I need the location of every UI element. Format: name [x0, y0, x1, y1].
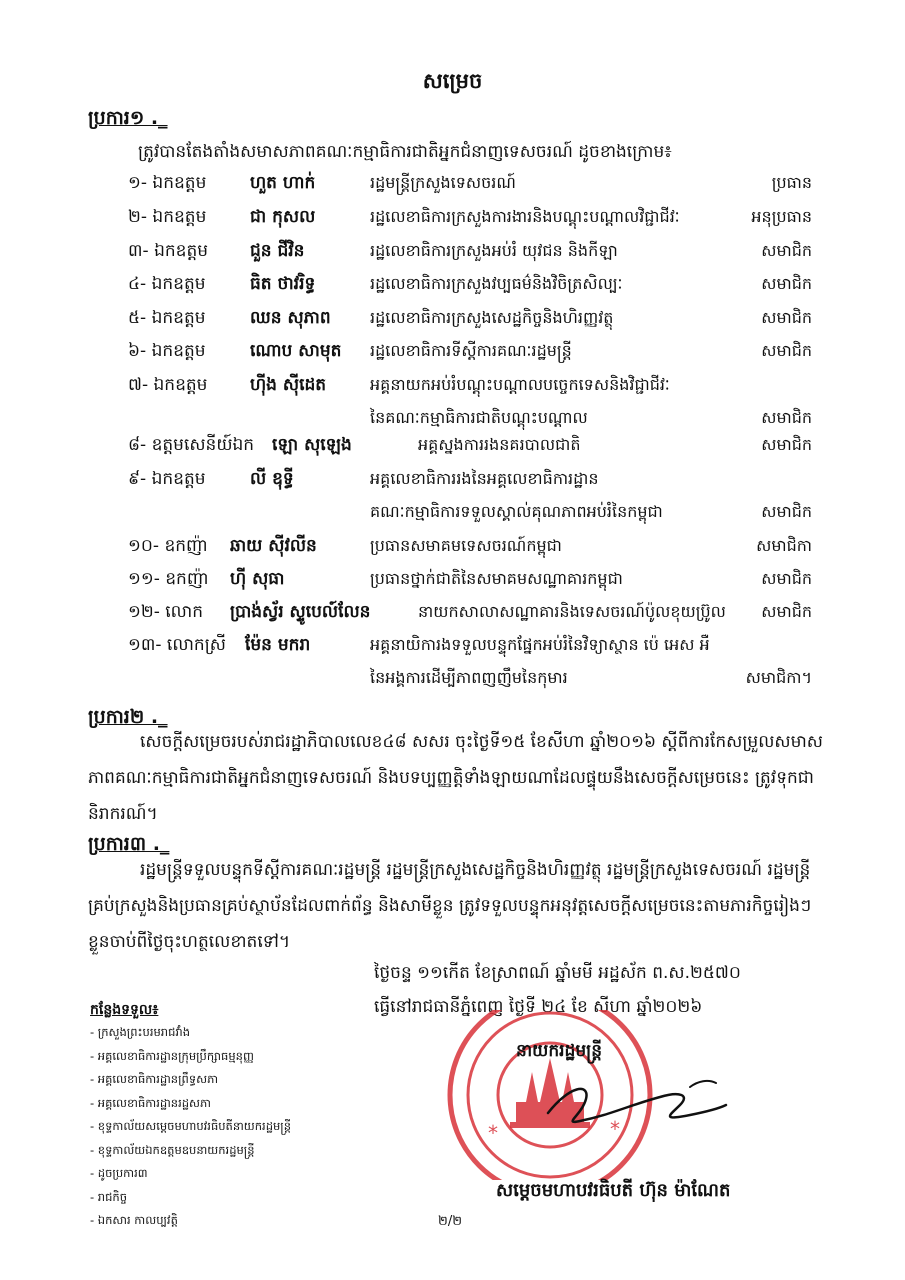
member-position: ប្រធានសមាគមទេសចរណ៍កម្ពុជា: [370, 536, 562, 555]
member-role: សមាជិក: [761, 308, 812, 327]
member-name: លី ឧុទ្ធី: [250, 469, 294, 489]
member-position: អគ្គនាយកអប់រំបណ្តុះបណ្តាលបច្ចេកទេសនិងវិជ្ជាជីវៈ: [370, 375, 670, 394]
recipient-item: - ខុទ្ទកាល័យឯកឧត្តមឧបនាយករដ្ឋមន្ត្រី: [90, 1142, 255, 1157]
signer-name: សម្តេចមហាបវរធិបតី ហ៊ុន ម៉ាណែត: [496, 1180, 731, 1201]
signature-title: នាយករដ្ឋមន្ត្រី: [516, 1041, 602, 1061]
member-number-title: ៣- ឯកឧត្តម: [128, 241, 209, 261]
member-role: សមាជិក: [761, 602, 812, 621]
recipient-item: - រាជកិច្ច: [90, 1189, 128, 1204]
member-number-title: ១១- ឧកញ៉ា: [128, 569, 209, 589]
member-role: សមាជិក: [761, 569, 812, 588]
recipient-item: - អគ្គលេខាធិការដ្ឋានព្រឹទ្ធសភា: [90, 1072, 219, 1086]
member-role: សមាជិក: [761, 435, 812, 454]
member-position: អគ្គលេខាធិការរងនៃអគ្គលេខាធិការដ្ឋាន: [370, 469, 599, 488]
member-position: នាយកសាលាសណ្ឋាគារនិងទេសចរណ៍ប៉ូលខុយប្រ៊ូល: [418, 602, 726, 621]
recipient-item: - ខុទ្ទកាល័យសម្តេចមហាបវរធិបតីនាយករដ្ឋមន្ត្រី: [90, 1119, 292, 1133]
member-position: គណៈកម្មាធិការទទួលស្គាល់គុណភាពអប់រំនៃកម្ពុជា: [370, 502, 663, 521]
member-role: សមាជិក: [761, 241, 812, 260]
member-name: ឆាយ ស៊ីវលីន: [230, 536, 317, 556]
member-position: អគ្គនាយិការងទទួលបន្ទុកផ្នែកអប់រំនៃវិទ្យាស្ថាន ប៉េ អេស អឺ: [370, 635, 710, 654]
member-name: ធិត ថាវរិទ្ធ: [250, 274, 316, 294]
member-number-title: ៦- ឯកឧត្តម: [128, 341, 206, 361]
member-number-title: ១២- លោក: [128, 602, 204, 622]
member-name: ឡោ សុឡេង: [272, 435, 352, 455]
recipient-item: - ដូចប្រការ៣: [90, 1166, 148, 1180]
recipient-item: - ក្រសួងព្រះបរមរាជវាំង: [90, 1025, 191, 1039]
member-position: រដ្ឋលេខាធិការក្រសួងសេដ្ឋកិច្ចនិងហិរញ្ញវត្ថុ: [370, 308, 614, 327]
member-number-title: ៥- ឯកឧត្តម: [128, 308, 206, 328]
member-name: ហ៊ីង ស៊ីដេត: [250, 375, 327, 395]
member-name: ហ៊ី សុធា: [230, 569, 285, 589]
date-solar: ធ្វើនៅរាជធានីភ្នំពេញ ថ្ងៃទី ២៤ ខែ សីហា ឆ្នាំ២០២៦: [374, 997, 703, 1017]
member-name: ហួត ហាក់: [250, 173, 316, 193]
member-number-title: ៤- ឯកឧត្តម: [128, 274, 206, 294]
member-position: រដ្ឋលេខាធិការទីស្តីការគណៈរដ្ឋមន្ត្រី: [370, 341, 572, 360]
article-3-heading: ប្រការ៣ ._: [88, 833, 170, 855]
recipient-item: - អគ្គលេខាធិការដ្ឋានក្រុមប្រឹក្សាធម្មនុញ្ញ: [90, 1048, 254, 1063]
member-number-title: ១០- ឧកញ៉ា: [128, 536, 208, 556]
member-position: ប្រធានថ្នាក់ជាតិនៃសមាគមសណ្ឋាគារកម្ពុជា: [370, 569, 623, 588]
member-name: ណោប សាមុត: [250, 341, 342, 361]
member-name: ជួន ជីវិន: [250, 241, 305, 261]
member-number-title: ២- ឯកឧត្តម: [128, 207, 207, 227]
member-position: នៃគណៈកម្មាធិការជាតិបណ្តុះបណ្តាល: [370, 408, 588, 427]
page-number: ២/២: [438, 1214, 463, 1229]
member-position: រដ្ឋលេខាធិការក្រសួងការងារនិងបណ្តុះបណ្តាលវិជ្ជាជីវៈ: [370, 207, 680, 226]
member-number-title: ១៣- លោកស្រី: [128, 635, 226, 655]
recipients-heading: កន្លែងទទួល៖: [90, 1002, 159, 1018]
document-title: សម្រេច: [422, 69, 483, 93]
member-role: សមាជិក: [761, 341, 812, 360]
member-role: សមាជិកា: [756, 536, 812, 555]
svg-text:*: *: [610, 1117, 620, 1141]
member-number-title: ៩- ឯកឧត្តម: [128, 469, 206, 489]
member-name: ប្រាង់ស្វ័រ ស្ទូបេល៍លែន: [230, 602, 371, 622]
member-number-title: ១- ឯកឧត្តម: [128, 173, 207, 193]
member-number-title: ៨- ឧត្តមសេនីយ៍ឯក: [128, 435, 255, 455]
handwritten-signature-icon: [540, 1075, 730, 1135]
member-role: សមាជិក: [761, 274, 812, 293]
article-2-text: សេចក្តីសម្រេចរបស់រាជរដ្ឋាភិបាលលេខ៤៨ សសរ ចុះថ្ងៃទី១៥ ខែសីហា ឆ្នាំ២០១៦ ស្តីពីការកែសម្រួលសមាសភាពគណៈកម្មាធិការជាតិអ្នកជំនាញទេសចរណ៍ និងបទប្បញ្ញត្តិទាំងឡាយណាដែលផ្ទុយនឹងសេចក្តីសម្រេចនេះ ត្រូវទុកជានិរាករណ៍។: [88, 732, 823, 824]
recipient-item: - អគ្គលេខាធិការដ្ឋានរដ្ឋសភា: [90, 1095, 211, 1110]
member-number-title: ៧- ឯកឧត្តម: [128, 375, 208, 395]
member-name: ម៉ែន មករា: [245, 635, 311, 655]
member-position: អគ្គស្នងការរងនគរបាលជាតិ: [418, 435, 581, 454]
member-position: រដ្ឋមន្ត្រីក្រសួងទេសចរណ៍: [370, 173, 516, 192]
member-position: រដ្ឋលេខាធិការក្រសួងអប់រំ យុវជន និងកីឡា: [370, 241, 618, 260]
member-role: សមាជិក: [761, 408, 812, 427]
article-1-heading: ប្រការ១ ._: [88, 107, 168, 129]
member-role: សមាជិកា។: [745, 668, 812, 687]
date-lunar: ថ្ងៃចន្ទ ១១កើត ខែស្រាពណ៍ ឆ្នាំមមី អដ្ឋស័ក ព.ស.២៥៧០: [374, 963, 741, 983]
member-name: ជា កុសល: [250, 207, 316, 227]
recipient-item: - ឯកសារ កាលប្បវត្តិ: [90, 1213, 178, 1227]
member-name: ឈន សុភាព: [250, 308, 331, 328]
member-position: រដ្ឋលេខាធិការក្រសួងវប្បធម៌និងវិចិត្រសិល្បៈ: [370, 274, 623, 293]
member-role: សមាជិក: [761, 502, 812, 521]
article-3-text: រដ្ឋមន្ត្រីទទួលបន្ទុកទីស្តីការគណៈរដ្ឋមន្ត្រី រដ្ឋមន្ត្រីក្រសួងសេដ្ឋកិច្ចនិងហិរញ្ញវត្ថុ រដ្ឋមន្ត្រីក្រសួងទេសចរណ៍ រដ្ឋមន្ត្រីគ្រប់ក្រសួងនិងប្រធានគ្រប់ស្ថាប័នដែលពាក់ព័ន្ធ និងសាមីខ្លួន ត្រូវទទួលបន្ទុកអនុវត្តសេចក្តីសម្រេចនេះតាមភារកិច្ចរៀងៗខ្លួនចាប់ពីថ្ងៃចុះហត្ថលេខាតទៅ។: [88, 860, 812, 952]
svg-text:*: *: [488, 1121, 498, 1145]
member-role: ប្រធាន: [771, 173, 812, 192]
article-1-intro: ត្រូវបានតែងតាំងសមាសភាពគណៈកម្មាធិការជាតិអ្នកជំនាញទេសចរណ៍ ដូចខាងក្រោម៖: [138, 142, 672, 162]
article-2-heading: ប្រការ២ ._: [88, 706, 168, 728]
member-role: អនុប្រធាន: [751, 207, 812, 226]
member-position: នៃអង្គការដើម្បីភាពញញឹមនៃកុមារ: [370, 668, 568, 687]
